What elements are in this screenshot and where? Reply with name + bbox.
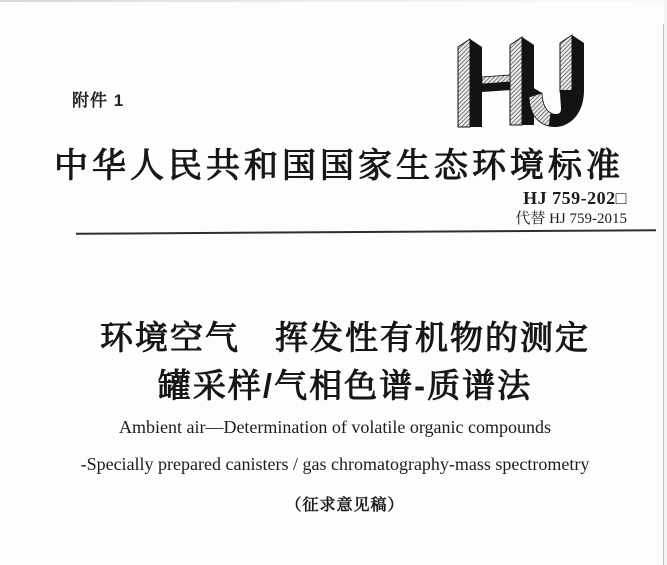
title-en-line2: -Specially prepared canisters / gas chromatography-mass spectrometry (80, 454, 590, 474)
replaces-label: 代替 HJ 759-2015 (515, 211, 627, 227)
hj-logo-icon (456, 34, 592, 128)
scan-edge-right-line (663, 24, 664, 565)
title-cn-line1: 环境空气 挥发性有机物的测定 (100, 319, 590, 356)
attachment-label: 附件 1 (72, 91, 125, 110)
title-cn-line2: 罐采样/气相色谱-质谱法 (157, 367, 533, 404)
draft-note: （征求意见稿） (285, 497, 405, 514)
title-en-line1: Ambient air—Determination of volatile organic compounds (118, 417, 552, 437)
header-divider (76, 229, 656, 235)
scan-edge-top (0, 0, 667, 2)
standard-number: HJ 759-202□ (523, 188, 627, 208)
national-standard-heading: 中华人民共和国国家生态环境标准 (54, 148, 624, 185)
standard-number-block (515, 187, 627, 230)
